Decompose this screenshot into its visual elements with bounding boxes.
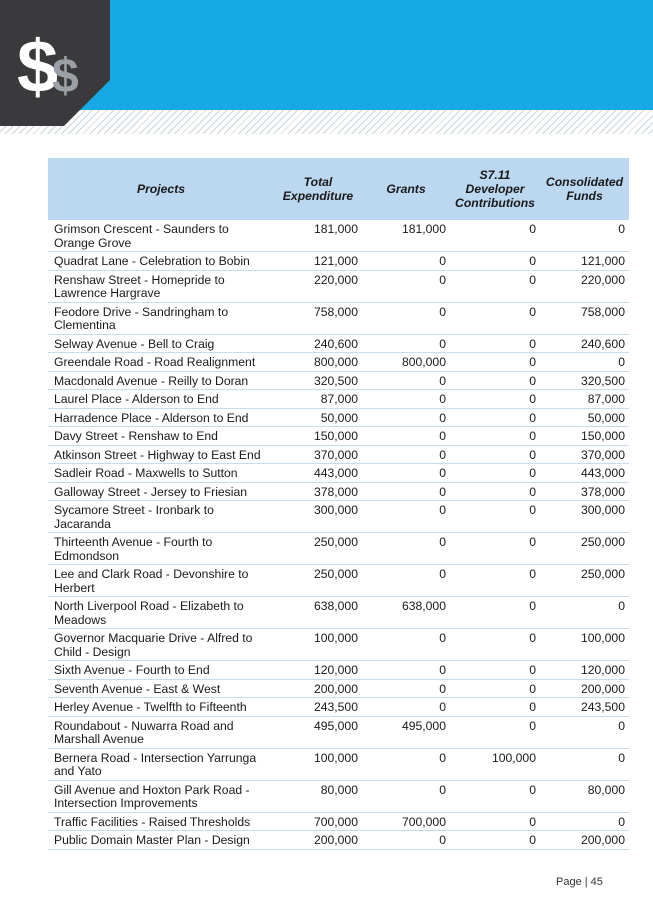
grants-cell: 800,000 bbox=[362, 353, 450, 372]
project-cell: Davy Street - Renshaw to End bbox=[48, 427, 274, 446]
consolidated-cell: 758,000 bbox=[540, 302, 629, 334]
total-cell: 150,000 bbox=[274, 427, 362, 446]
project-cell: Quadrat Lane - Celebration to Bobin bbox=[48, 252, 274, 271]
project-cell: Greendale Road - Road Realignment bbox=[48, 353, 274, 372]
table-row bbox=[48, 270, 629, 302]
consolidated-cell: 0 bbox=[540, 220, 629, 252]
s711-cell: 0 bbox=[450, 464, 540, 483]
grants-cell: 0 bbox=[362, 482, 450, 501]
consolidated-cell: 300,000 bbox=[540, 501, 629, 533]
total-cell: 87,000 bbox=[274, 390, 362, 409]
consolidated-cell: 443,000 bbox=[540, 464, 629, 483]
table-row bbox=[48, 220, 629, 252]
table-row bbox=[48, 780, 629, 812]
grants-cell: 0 bbox=[362, 390, 450, 409]
grants-cell: 0 bbox=[362, 252, 450, 271]
consolidated-cell: 50,000 bbox=[540, 408, 629, 427]
project-cell: Bernera Road - Intersection Yarrunga and Yato bbox=[48, 748, 274, 780]
table-row bbox=[48, 371, 629, 390]
table-row bbox=[48, 501, 629, 533]
grants-cell: 0 bbox=[362, 661, 450, 680]
consolidated-cell: 243,500 bbox=[540, 698, 629, 717]
table-row bbox=[48, 679, 629, 698]
total-cell: 700,000 bbox=[274, 812, 362, 831]
s711-cell: 0 bbox=[450, 270, 540, 302]
consolidated-cell: 0 bbox=[540, 353, 629, 372]
s711-cell: 0 bbox=[450, 780, 540, 812]
consolidated-cell: 0 bbox=[540, 812, 629, 831]
grants-cell: 638,000 bbox=[362, 597, 450, 629]
grants-cell: 0 bbox=[362, 464, 450, 483]
table-row bbox=[48, 390, 629, 409]
header-s711-contributions: S7.11 Developer Contributions bbox=[450, 158, 540, 220]
consolidated-cell: 150,000 bbox=[540, 427, 629, 446]
table-header-row bbox=[48, 158, 629, 220]
table-body bbox=[48, 220, 629, 849]
s711-cell: 0 bbox=[450, 597, 540, 629]
total-cell: 800,000 bbox=[274, 353, 362, 372]
consolidated-cell: 378,000 bbox=[540, 482, 629, 501]
project-cell: Herley Avenue - Twelfth to Fifteenth bbox=[48, 698, 274, 717]
project-cell: Sadleir Road - Maxwells to Sutton bbox=[48, 464, 274, 483]
table-row bbox=[48, 252, 629, 271]
total-cell: 443,000 bbox=[274, 464, 362, 483]
s711-cell: 0 bbox=[450, 501, 540, 533]
dollar-sign-icon bbox=[0, 0, 110, 126]
s711-cell: 0 bbox=[450, 533, 540, 565]
s711-cell: 0 bbox=[450, 427, 540, 446]
grants-cell: 0 bbox=[362, 445, 450, 464]
total-cell: 120,000 bbox=[274, 661, 362, 680]
total-cell: 80,000 bbox=[274, 780, 362, 812]
project-cell: Selway Avenue - Bell to Craig bbox=[48, 334, 274, 353]
s711-cell: 0 bbox=[450, 565, 540, 597]
table-row bbox=[48, 716, 629, 748]
project-cell: Grimson Crescent - Saunders to Orange Grove bbox=[48, 220, 274, 252]
s711-cell: 0 bbox=[450, 408, 540, 427]
table-row bbox=[48, 427, 629, 446]
table-row bbox=[48, 812, 629, 831]
project-cell: Laurel Place - Alderson to End bbox=[48, 390, 274, 409]
project-cell: Governor Macquarie Drive - Alfred to Child - Design bbox=[48, 629, 274, 661]
table-row bbox=[48, 629, 629, 661]
consolidated-cell: 240,600 bbox=[540, 334, 629, 353]
total-cell: 320,500 bbox=[274, 371, 362, 390]
total-cell: 100,000 bbox=[274, 629, 362, 661]
s711-cell: 0 bbox=[450, 334, 540, 353]
grants-cell: 0 bbox=[362, 629, 450, 661]
total-cell: 378,000 bbox=[274, 482, 362, 501]
total-cell: 50,000 bbox=[274, 408, 362, 427]
table-row bbox=[48, 831, 629, 850]
consolidated-cell: 121,000 bbox=[540, 252, 629, 271]
project-cell: Roundabout - Nuwarra Road and Marshall Avenue bbox=[48, 716, 274, 748]
projects-table bbox=[48, 158, 629, 850]
consolidated-cell: 0 bbox=[540, 748, 629, 780]
consolidated-cell: 100,000 bbox=[540, 629, 629, 661]
consolidated-cell: 0 bbox=[540, 716, 629, 748]
grants-cell: 0 bbox=[362, 408, 450, 427]
grants-cell: 495,000 bbox=[362, 716, 450, 748]
grants-cell: 0 bbox=[362, 780, 450, 812]
consolidated-cell: 80,000 bbox=[540, 780, 629, 812]
total-cell: 200,000 bbox=[274, 679, 362, 698]
grants-cell: 0 bbox=[362, 501, 450, 533]
table-row bbox=[48, 533, 629, 565]
table-row bbox=[48, 408, 629, 427]
consolidated-cell: 250,000 bbox=[540, 533, 629, 565]
consolidated-cell: 220,000 bbox=[540, 270, 629, 302]
table-row bbox=[48, 445, 629, 464]
total-cell: 240,600 bbox=[274, 334, 362, 353]
grants-cell: 0 bbox=[362, 371, 450, 390]
total-cell: 181,000 bbox=[274, 220, 362, 252]
consolidated-cell: 120,000 bbox=[540, 661, 629, 680]
s711-cell: 0 bbox=[450, 679, 540, 698]
total-cell: 495,000 bbox=[274, 716, 362, 748]
grants-cell: 700,000 bbox=[362, 812, 450, 831]
project-cell: Sixth Avenue - Fourth to End bbox=[48, 661, 274, 680]
s711-cell: 0 bbox=[450, 390, 540, 409]
project-cell: Sycamore Street - Ironbark to Jacaranda bbox=[48, 501, 274, 533]
total-cell: 370,000 bbox=[274, 445, 362, 464]
table-row bbox=[48, 661, 629, 680]
project-cell: Seventh Avenue - East & West bbox=[48, 679, 274, 698]
s711-cell: 0 bbox=[450, 716, 540, 748]
grants-cell: 181,000 bbox=[362, 220, 450, 252]
s711-cell: 0 bbox=[450, 698, 540, 717]
grants-cell: 0 bbox=[362, 302, 450, 334]
project-cell: Macdonald Avenue - Reilly to Doran bbox=[48, 371, 274, 390]
project-cell: Harradence Place - Alderson to End bbox=[48, 408, 274, 427]
consolidated-cell: 0 bbox=[540, 597, 629, 629]
s711-cell: 0 bbox=[450, 812, 540, 831]
svg-text:$: $ bbox=[17, 25, 59, 108]
header-projects: Projects bbox=[48, 158, 274, 220]
consolidated-cell: 320,500 bbox=[540, 371, 629, 390]
project-cell: North Liverpool Road - Elizabeth to Meadows bbox=[48, 597, 274, 629]
consolidated-cell: 200,000 bbox=[540, 679, 629, 698]
s711-cell: 0 bbox=[450, 371, 540, 390]
grants-cell: 0 bbox=[362, 565, 450, 597]
consolidated-cell: 200,000 bbox=[540, 831, 629, 850]
s711-cell: 0 bbox=[450, 482, 540, 501]
table-row bbox=[48, 698, 629, 717]
s711-cell: 0 bbox=[450, 302, 540, 334]
total-cell: 638,000 bbox=[274, 597, 362, 629]
s711-cell: 0 bbox=[450, 629, 540, 661]
grants-cell: 0 bbox=[362, 533, 450, 565]
table-row bbox=[48, 464, 629, 483]
total-cell: 100,000 bbox=[274, 748, 362, 780]
grants-cell: 0 bbox=[362, 679, 450, 698]
project-cell: Atkinson Street - Highway to East End bbox=[48, 445, 274, 464]
s711-cell: 0 bbox=[450, 220, 540, 252]
table-row bbox=[48, 748, 629, 780]
consolidated-cell: 87,000 bbox=[540, 390, 629, 409]
project-cell: Feodore Drive - Sandringham to Clementina bbox=[48, 302, 274, 334]
project-cell: Lee and Clark Road - Devonshire to Herbert bbox=[48, 565, 274, 597]
table-row bbox=[48, 334, 629, 353]
project-cell: Gill Avenue and Hoxton Park Road - Intersection Improvements bbox=[48, 780, 274, 812]
consolidated-cell: 370,000 bbox=[540, 445, 629, 464]
grants-cell: 0 bbox=[362, 748, 450, 780]
project-cell: Thirteenth Avenue - Fourth to Edmondson bbox=[48, 533, 274, 565]
grants-cell: 0 bbox=[362, 698, 450, 717]
project-cell: Traffic Facilities - Raised Thresholds bbox=[48, 812, 274, 831]
s711-cell: 0 bbox=[450, 831, 540, 850]
grants-cell: 0 bbox=[362, 270, 450, 302]
total-cell: 200,000 bbox=[274, 831, 362, 850]
header-grants: Grants bbox=[362, 158, 450, 220]
s711-cell: 0 bbox=[450, 445, 540, 464]
svg-text:$: $ bbox=[52, 50, 79, 103]
total-cell: 250,000 bbox=[274, 565, 362, 597]
total-cell: 758,000 bbox=[274, 302, 362, 334]
consolidated-cell: 250,000 bbox=[540, 565, 629, 597]
grants-cell: 0 bbox=[362, 427, 450, 446]
table-row bbox=[48, 482, 629, 501]
header-consolidated-funds: Consolidated Funds bbox=[540, 158, 629, 220]
grants-cell: 0 bbox=[362, 334, 450, 353]
header-total-expenditure: Total Expenditure bbox=[274, 158, 362, 220]
s711-cell: 0 bbox=[450, 353, 540, 372]
project-cell: Public Domain Master Plan - Design bbox=[48, 831, 274, 850]
table-row bbox=[48, 302, 629, 334]
s711-cell: 0 bbox=[450, 661, 540, 680]
total-cell: 243,500 bbox=[274, 698, 362, 717]
grants-cell: 0 bbox=[362, 831, 450, 850]
table-row bbox=[48, 353, 629, 372]
total-cell: 300,000 bbox=[274, 501, 362, 533]
s711-cell: 100,000 bbox=[450, 748, 540, 780]
project-cell: Renshaw Street - Homepride to Lawrence Hargrave bbox=[48, 270, 274, 302]
table-row bbox=[48, 597, 629, 629]
page-number: Page | 45 bbox=[556, 876, 603, 888]
table-row bbox=[48, 565, 629, 597]
total-cell: 250,000 bbox=[274, 533, 362, 565]
s711-cell: 0 bbox=[450, 252, 540, 271]
total-cell: 220,000 bbox=[274, 270, 362, 302]
project-cell: Galloway Street - Jersey to Friesian bbox=[48, 482, 274, 501]
total-cell: 121,000 bbox=[274, 252, 362, 271]
